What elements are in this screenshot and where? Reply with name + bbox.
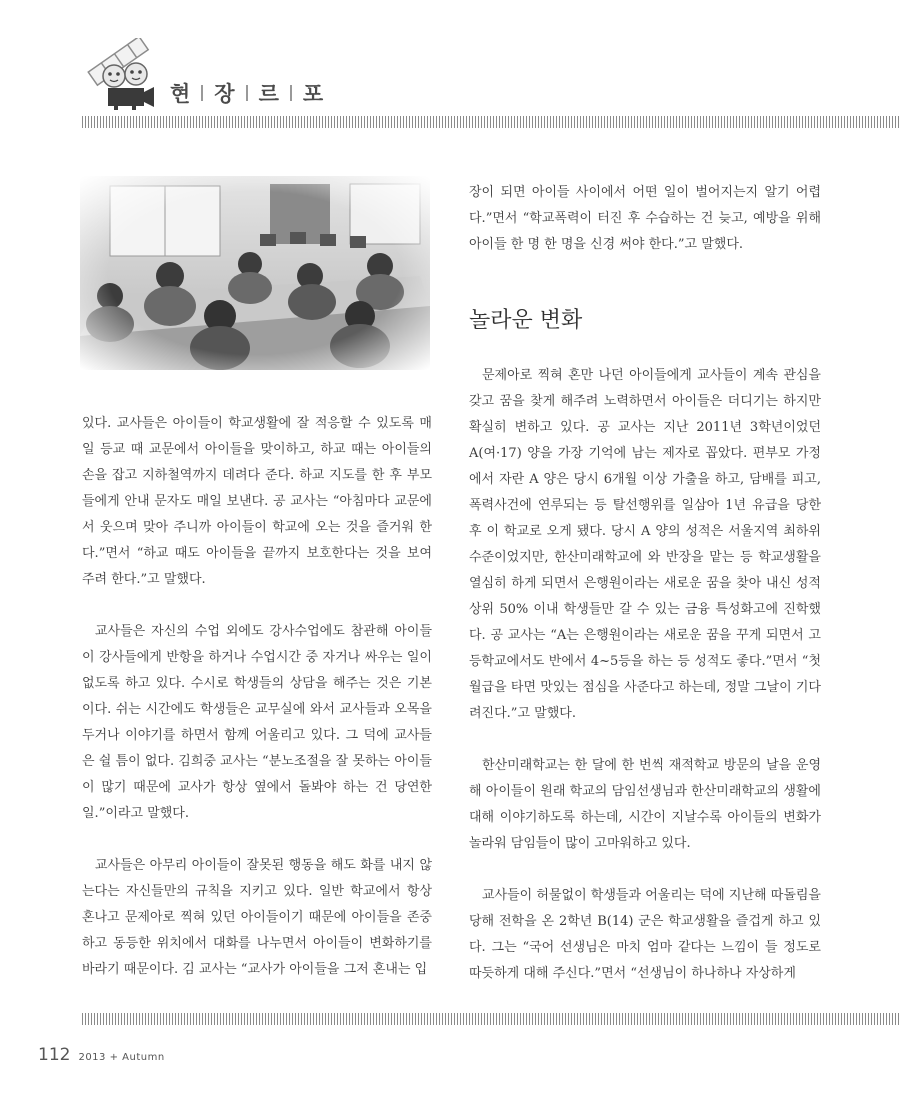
title-separator xyxy=(290,85,292,101)
body-paragraph: 교사들은 자신의 수업 외에도 강사수업에도 참관해 아이들이 강사들에게 반항을 하거나 수업시간 중 자거나 싸우는 일이 없도록 하고 있다. 수시로 학생들의 상담을 해주는 것은 기본이다. 쉬는 시간에도 학생들은 교무실에 와서 교사들과 오목을 두거나 이야기를 하면서 함께 어울리고 있다. 그 덕에 교사들은 쉴 틈이 없다. 김희중 교사는 “분노조절을 잘 못하는 아이들이 많기 때문에 교사가 항상 옆에서 돌봐야 하는 건 당연한 일.”이라고 말했다. xyxy=(82,624,432,821)
section-title-char: 현 xyxy=(170,82,191,106)
subheading: 놀라운 변화 xyxy=(469,308,583,333)
section-title-char: 장 xyxy=(214,82,235,106)
title-separator xyxy=(201,85,203,101)
body-paragraph: 문제아로 찍혀 혼만 나던 아이들에게 교사들이 계속 관심을 갖고 꿈을 찾게 해주려 노력하면서 아이들은 더디기는 하지만 확실히 변하고 있다. 공 교사는 지난 2011년 3학년이었던 A(여·17) 양을 가장 기억에 남는 제자로 꼽았다. 편부모 가정에서 자란 A 양은 당시 6개월 이상 가출을 하고, 담배를 피고, 폭력사건에 연루되는 등 탈선행위를 일삼아 1년 유급을 당한 후 이 학교로 오게 됐다. 당시 A 양의 성적은 서울지역 최하위 수준이었지만, 한산미래학교에 와 반장을 맡는 등 학교생활을 열심히 하게 되면서 은행원이라는 새로운 꿈을 찾아 내신 성적 상위 50% 이내 학생들만 갈 수 있는 금융 특성화고에 진학했다. 공 교사는 “A는 은행원이라는 새로운 꿈을 꾸게 되면서 고등학교에서도 반에서 4~5등을 하는 등 성적도 좋다.”면서 “첫 월급을 타면 맛있는 점심을 사준다고 하는데, 정말 그날이 기다려진다.”고 말했다. xyxy=(469,368,821,721)
page-number: 112 xyxy=(38,1045,71,1065)
body-paragraph: 교사들은 아무리 아이들이 잘못된 행동을 해도 화를 내지 않는다는 자신들만의 규칙을 지키고 있다. 일반 학교에서 항상 혼나고 문제아로 찍혀 있던 아이들이기 때문에 아이들을 존중하고 동등한 위치에서 대화를 나누면서 아이들이 변화하기를 바라기 때문이다. 김 교사는 “교사가 아이들을 그저 혼내는 입 xyxy=(82,858,432,977)
header-stripe-divider xyxy=(82,116,899,128)
issue-label: 2013 + Autumn xyxy=(78,1052,165,1063)
body-paragraph: 한산미래학교는 한 달에 한 번씩 재적학교 방문의 날을 운영해 아이들이 원래 학교의 담임선생님과 한산미래학교의 생활에 대해 이야기하도록 하는데, 시간이 지날수록 아이들의 변화가 놀라워 담임들이 많이 고마워하고 있다. xyxy=(469,758,821,851)
page-header xyxy=(0,0,899,140)
body-paragraph: 있다. 교사들은 아이들이 학교생활에 잘 적응할 수 있도록 매일 등교 때 교문에서 아이들을 맞이하고, 하교 때는 아이들의 손을 잡고 지하철역까지 데려다 준다. 하교 지도를 한 후 부모들에게 안내 문자도 매일 보낸다. 공 교사는 “아침마다 교문에서 웃으며 맞아 주니까 아이들이 학교에 오는 것을 즐거워 한다.”면서 “하교 때도 아이들을 끝까지 보호한다는 것을 보여 주려 한다.”고 말했다. xyxy=(82,416,432,587)
left-text-column xyxy=(82,411,432,983)
section-title-char: 포 xyxy=(302,82,324,106)
section-title-char: 르 xyxy=(258,82,279,106)
right-text-column xyxy=(469,180,821,987)
footer-stripe-divider xyxy=(82,1013,899,1025)
section-title xyxy=(170,78,323,108)
page-footer xyxy=(38,1045,165,1065)
classroom-photo xyxy=(80,176,430,370)
title-separator xyxy=(246,85,248,101)
body-paragraph: 교사들이 허물없이 학생들과 어울리는 덕에 지난해 따돌림을 당해 전학을 온 2학년 B(14) 군은 학교생활을 즐겁게 하고 있다. 그는 “국어 선생님은 마치 엄마 같다는 느낌이 들 정도로 따듯하게 대해 주신다.”면서 “선생님이 하나하나 자상하게 xyxy=(469,888,821,981)
film-camera-mascot-icon xyxy=(82,38,160,110)
body-paragraph: 장이 되면 아이들 사이에서 어떤 일이 벌어지는지 알기 어렵다.”면서 “학교폭력이 터진 후 수습하는 건 늦고, 예방을 위해 아이들 한 명 한 명을 신경 써야 한다.”고 말했다. xyxy=(469,185,821,252)
